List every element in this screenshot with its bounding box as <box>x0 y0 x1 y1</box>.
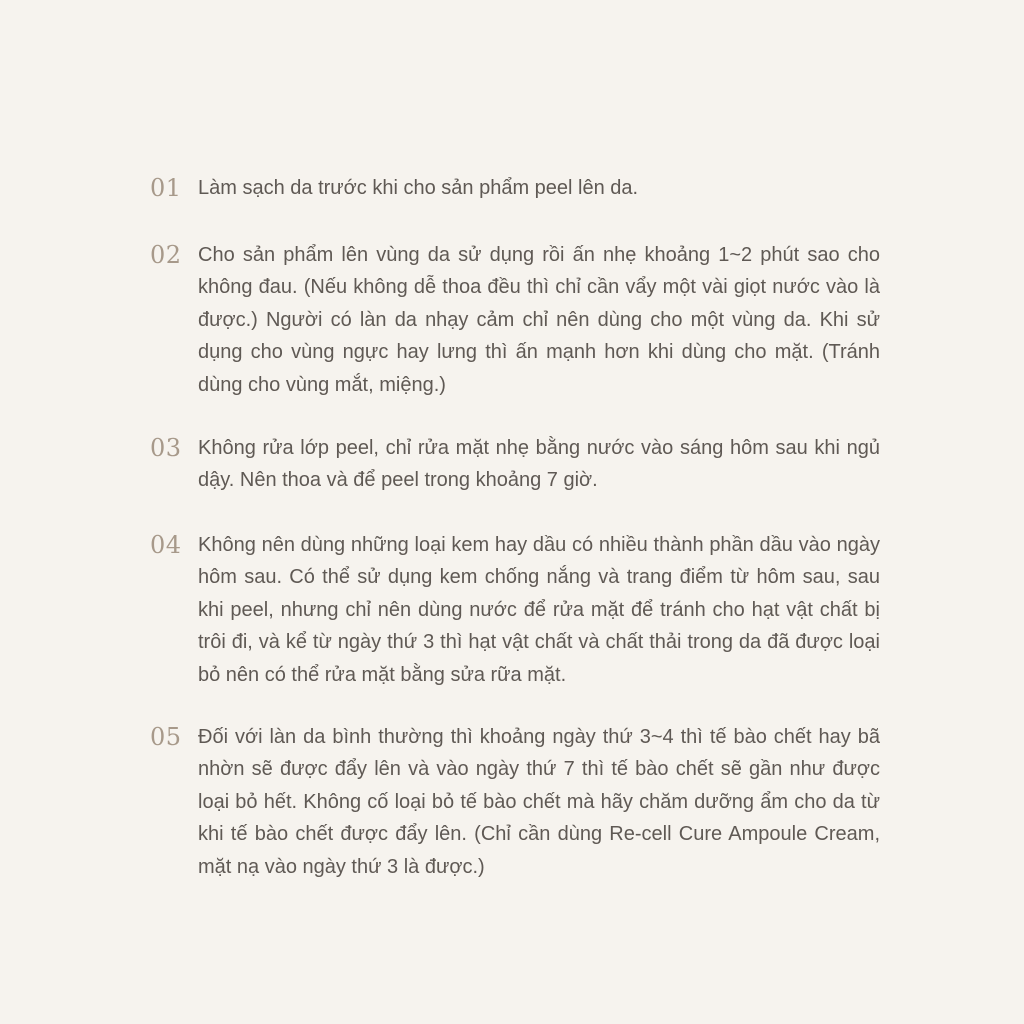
step-01 <box>150 172 880 204</box>
step-text: Làm sạch da trước khi cho sản phẩm peel lên da. <box>198 177 639 199</box>
step-number: 04 <box>150 531 182 559</box>
step-number: 05 <box>150 723 182 751</box>
step-number: 02 <box>150 241 182 269</box>
step-text: Không rửa lớp peel, chỉ rửa mặt nhẹ bằng nước vào sáng hôm sau khi ngủ dậy. Nên thoa và để peel trong khoảng 7 giờ. <box>198 437 880 492</box>
step-04 <box>150 529 880 691</box>
step-number: 03 <box>150 434 182 462</box>
step-03 <box>150 432 880 497</box>
step-text: Đối với làn da bình thường thì khoảng ngày thứ 3~4 thì tế bào chết hay bã nhờn sẽ được đẩy lên và vào ngày thứ 7 thì tế bào chết sẽ gần như được loại bỏ hết. Không cố loại bỏ tế bào chết mà hãy chăm dưỡng ẩm cho da từ khi tế bào chết được đẩy lên. (Chỉ cần dùng Re-cell Cure Ampoule Cream, mặt nạ vào ngày thứ 3 là được.) <box>198 726 880 878</box>
step-text: Không nên dùng những loại kem hay dầu có nhiều thành phần dầu vào ngày hôm sau. Có thể sử dụng kem chống nắng và trang điểm từ hôm sau, sau khi peel, nhưng chỉ nên dùng nước để rửa mặt để tránh cho hạt vật chất bị trôi đi, và kể từ ngày thứ 3 thì hạt vật chất và chất thải trong da đã được loại bỏ nên có thể rửa mặt bằng sửa rữa mặt. <box>198 534 880 686</box>
step-number: 01 <box>150 174 182 202</box>
step-02 <box>150 239 880 401</box>
step-05 <box>150 721 880 883</box>
step-text: Cho sản phẩm lên vùng da sử dụng rồi ấn nhẹ khoảng 1~2 phút sao cho không đau. (Nếu không dễ thoa đều thì chỉ cần vẩy một vài giọt nước vào là được.) Người có làn da nhạy cảm chỉ nên dùng cho một vùng da. Khi sử dụng cho vùng ngực hay lưng thì ấn mạnh hơn khi dùng cho mặt. (Tránh dùng cho vùng mắt, miệng.) <box>198 244 880 396</box>
